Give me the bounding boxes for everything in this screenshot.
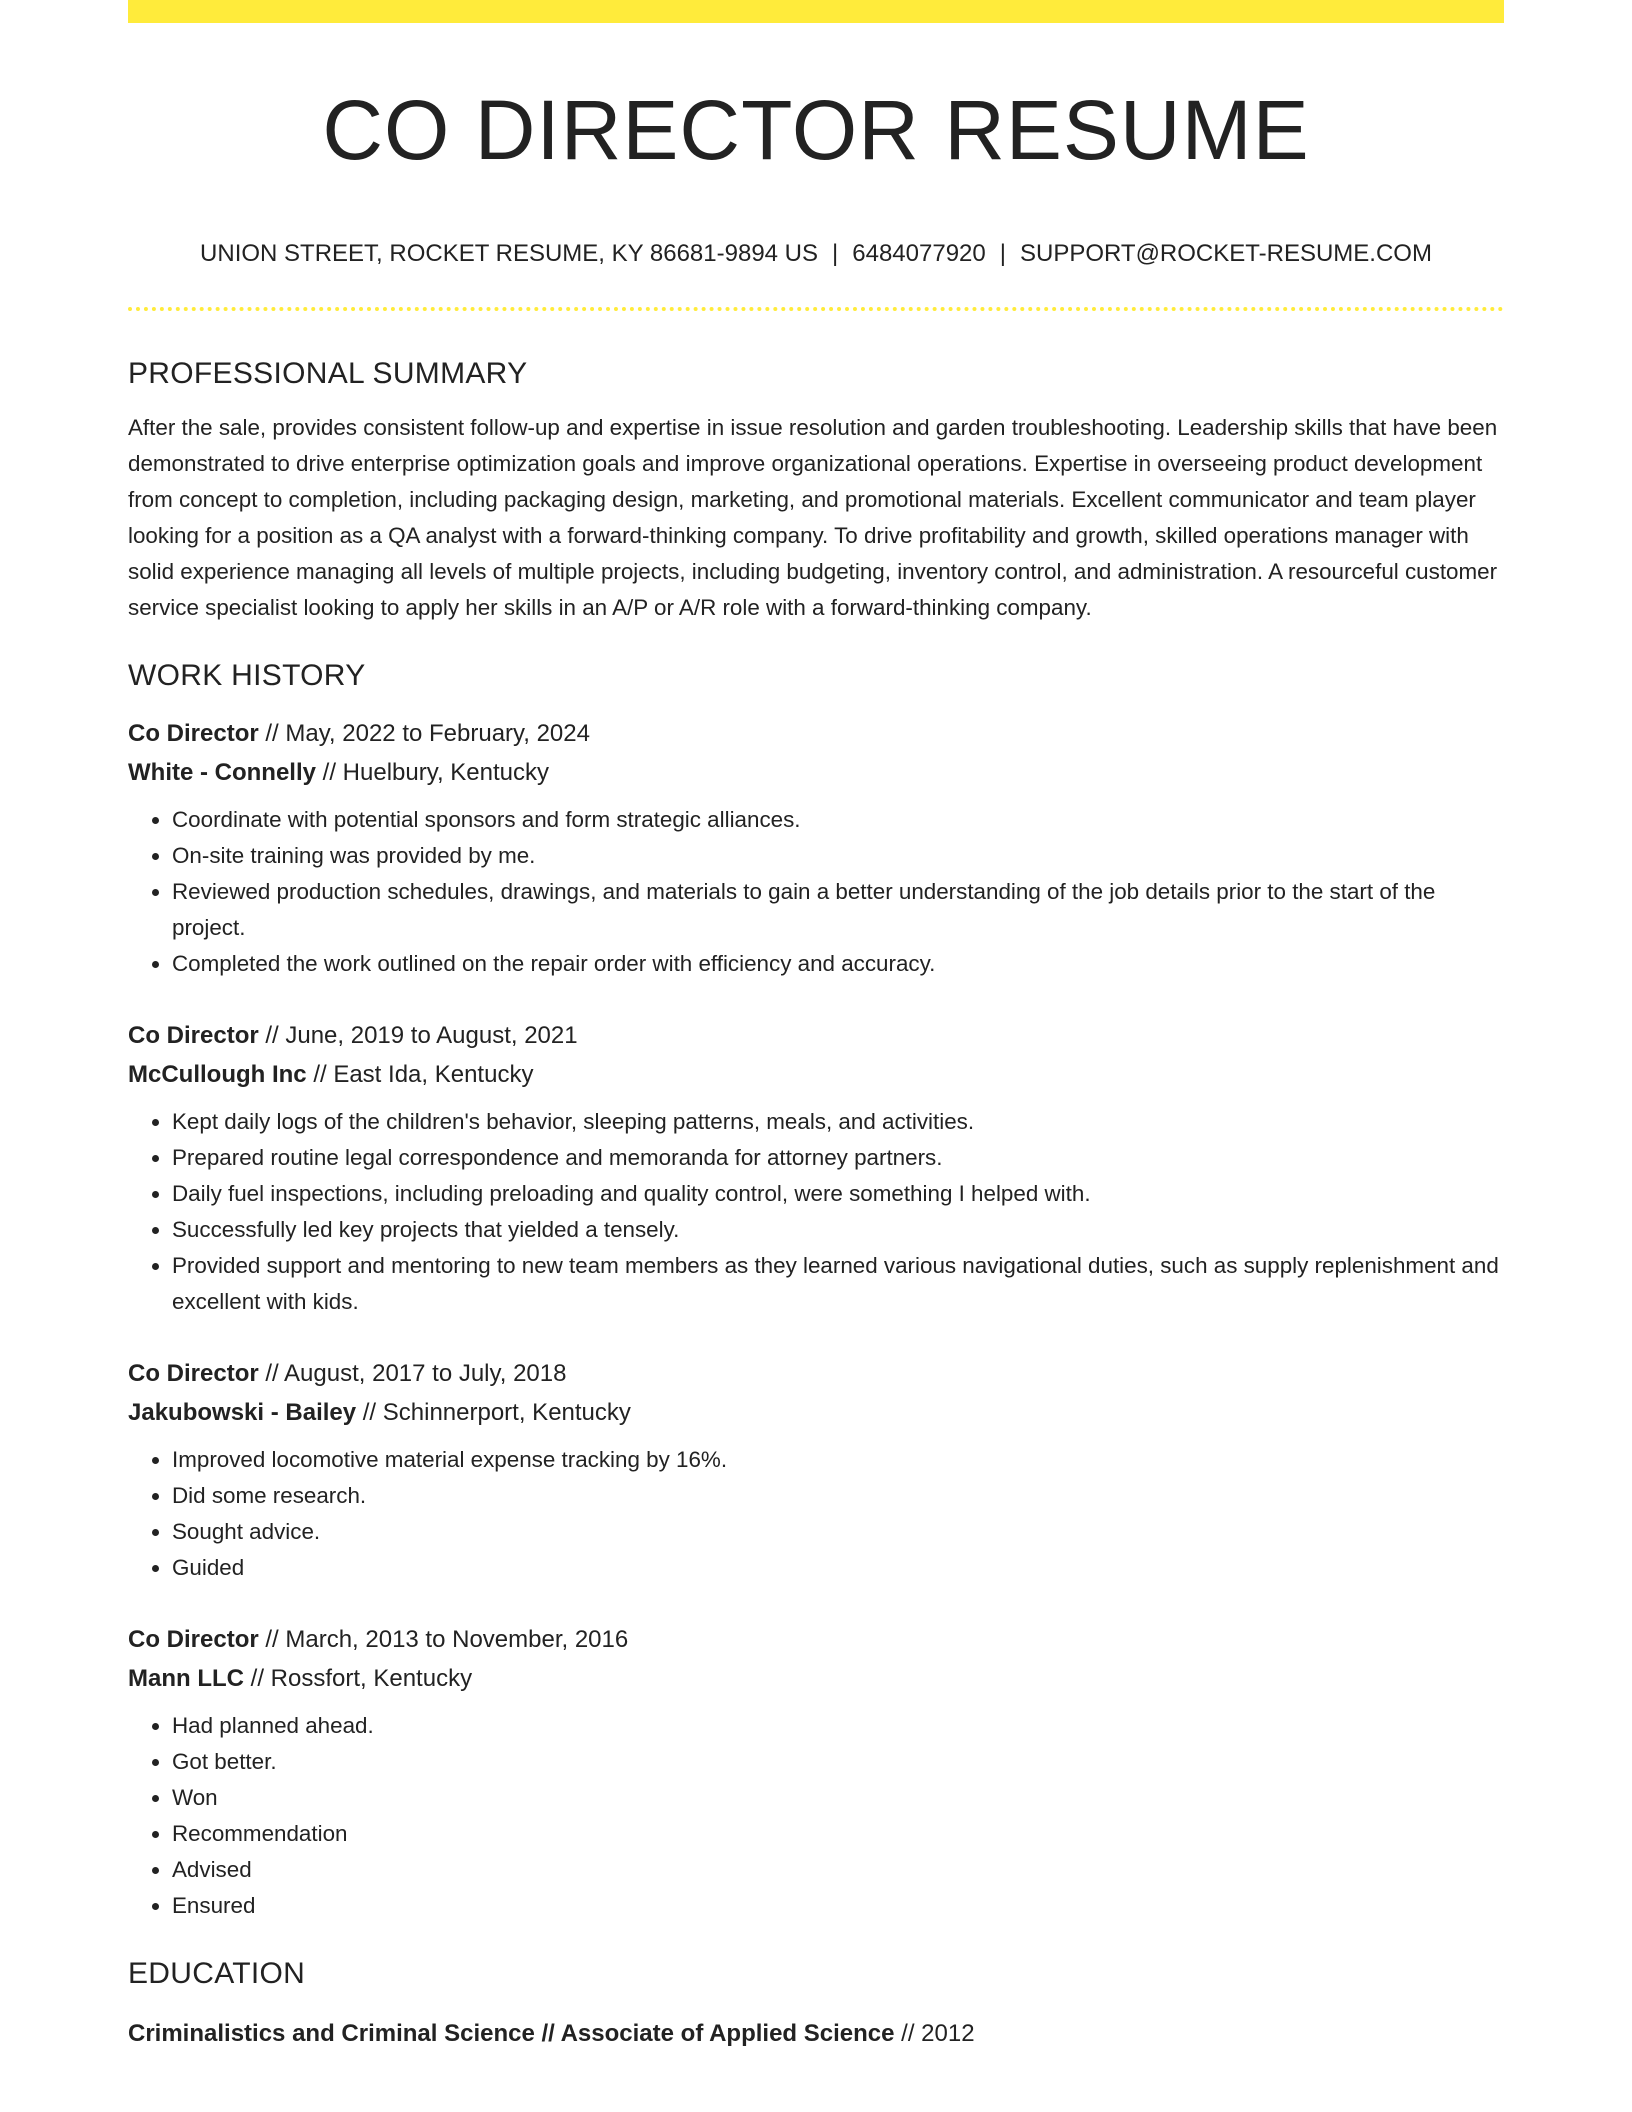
work-history-section <box>128 654 1504 1924</box>
job-entry <box>128 1016 1504 1320</box>
job-company: White - Connelly <box>128 759 316 786</box>
job-company: McCullough Inc <box>128 1061 307 1088</box>
job-bullets <box>128 1104 1504 1320</box>
job-location: // East Ida, Kentucky <box>306 1061 534 1088</box>
contact-address: UNION STREET, ROCKET RESUME, KY 86681-9894 US <box>200 240 819 267</box>
list-item: • Prepared routine legal correspondence and memoranda for attorney partners. <box>172 1140 1504 1176</box>
job-title-line <box>128 1354 1504 1393</box>
job-dates: // March, 2013 to November, 2016 <box>258 1626 629 1653</box>
job-title-line <box>128 1016 1504 1055</box>
contact-phone: 6484077920 <box>852 240 986 267</box>
job-entry <box>128 1620 1504 1924</box>
job-title: Co Director <box>128 1626 259 1653</box>
job-bullets <box>128 802 1504 982</box>
job-dates: // May, 2022 to February, 2024 <box>258 720 590 747</box>
contact-line <box>128 238 1504 270</box>
summary-section <box>128 352 1504 626</box>
job-location: // Rossfort, Kentucky <box>243 1665 473 1692</box>
job-company-line <box>128 1659 1504 1698</box>
job-company: Jakubowski - Bailey <box>128 1399 357 1426</box>
education-degree: Criminalistics and Criminal Science // Associate of Applied Science <box>128 2020 895 2047</box>
list-item: • Got better. <box>172 1744 1504 1780</box>
job-title-line <box>128 714 1504 753</box>
job-company: Mann LLC <box>128 1665 244 1692</box>
job-title-line <box>128 1620 1504 1659</box>
summary-text: After the sale, provides consistent follow-up and expertise in issue resolution and garden troubleshooting. Leadership skills that have been demonstrated to drive enterprise optimization goals and improve organizational operations. Expertise in overseeing product development from concept to completion, including packaging design, marketing, and promotional materials. Excellent communicator and team player looking for a position as a QA analyst with a forward-thinking company. To drive profitability and growth, skilled operations manager with solid experience managing all levels of multiple projects, including budgeting, inventory control, and administration. A resourceful customer service specialist looking to apply her skills in an A/P or A/R role with a forward-thinking company. <box>128 415 1498 620</box>
contact-separator: | <box>999 240 1006 267</box>
contact-email: SUPPORT@ROCKET-RESUME.COM <box>1019 240 1432 267</box>
job-entry <box>128 714 1504 982</box>
job-entry <box>128 1354 1504 1586</box>
work-history-heading: WORK HISTORY <box>128 659 366 692</box>
resume-page <box>128 0 1504 2047</box>
job-title: Co Director <box>128 1360 259 1387</box>
education-year: // 2012 <box>894 2020 975 2047</box>
list-item: • Kept daily logs of the children's behavior, sleeping patterns, meals, and activities. <box>172 1104 1504 1140</box>
list-item: • Successfully led key projects that yielded a tensely. <box>172 1212 1504 1248</box>
list-item: • Ensured <box>172 1888 1504 1924</box>
list-item: • Provided support and mentoring to new team members as they learned various navigational duties, such as supply replenishment and excellent with kids. <box>172 1248 1504 1320</box>
job-location: // Schinnerport, Kentucky <box>356 1399 631 1426</box>
list-item: • Improved locomotive material expense tracking by 16%. <box>172 1442 1504 1478</box>
list-item: • On-site training was provided by me. <box>172 838 1504 874</box>
job-bullets <box>128 1708 1504 1924</box>
job-title: Co Director <box>128 720 259 747</box>
contact-separator: | <box>832 240 839 267</box>
list-item: • Coordinate with potential sponsors and form strategic alliances. <box>172 802 1504 838</box>
job-title: Co Director <box>128 1022 259 1049</box>
list-item: • Sought advice. <box>172 1514 1504 1550</box>
list-item: • Daily fuel inspections, including preloading and quality control, were something I helped with. <box>172 1176 1504 1212</box>
list-item: • Completed the work outlined on the repair order with efficiency and accuracy. <box>172 946 1504 982</box>
list-item: • Guided <box>172 1550 1504 1586</box>
page-title: CO DIRECTOR RESUME <box>322 83 1310 177</box>
job-dates: // August, 2017 to July, 2018 <box>258 1360 567 1387</box>
job-company-line <box>128 1393 1504 1432</box>
list-item: • Had planned ahead. <box>172 1708 1504 1744</box>
education-heading: EDUCATION <box>128 1957 306 1990</box>
list-item: • Recommendation <box>172 1816 1504 1852</box>
header-divider <box>128 307 1504 311</box>
list-item: • Won <box>172 1780 1504 1816</box>
job-company-line <box>128 1055 1504 1094</box>
job-dates: // June, 2019 to August, 2021 <box>258 1022 578 1049</box>
job-location: // Huelbury, Kentucky <box>316 759 549 786</box>
education-entry <box>128 2014 1504 2053</box>
resume-content <box>128 352 1504 2053</box>
education-section <box>128 1952 1504 2053</box>
job-bullets <box>128 1442 1504 1586</box>
summary-heading: PROFESSIONAL SUMMARY <box>128 357 528 390</box>
list-item: • Reviewed production schedules, drawings, and materials to gain a better understanding of the job details prior to the start of the project. <box>172 874 1504 946</box>
job-company-line <box>128 753 1504 792</box>
list-item: • Did some research. <box>172 1478 1504 1514</box>
list-item: • Advised <box>172 1852 1504 1888</box>
